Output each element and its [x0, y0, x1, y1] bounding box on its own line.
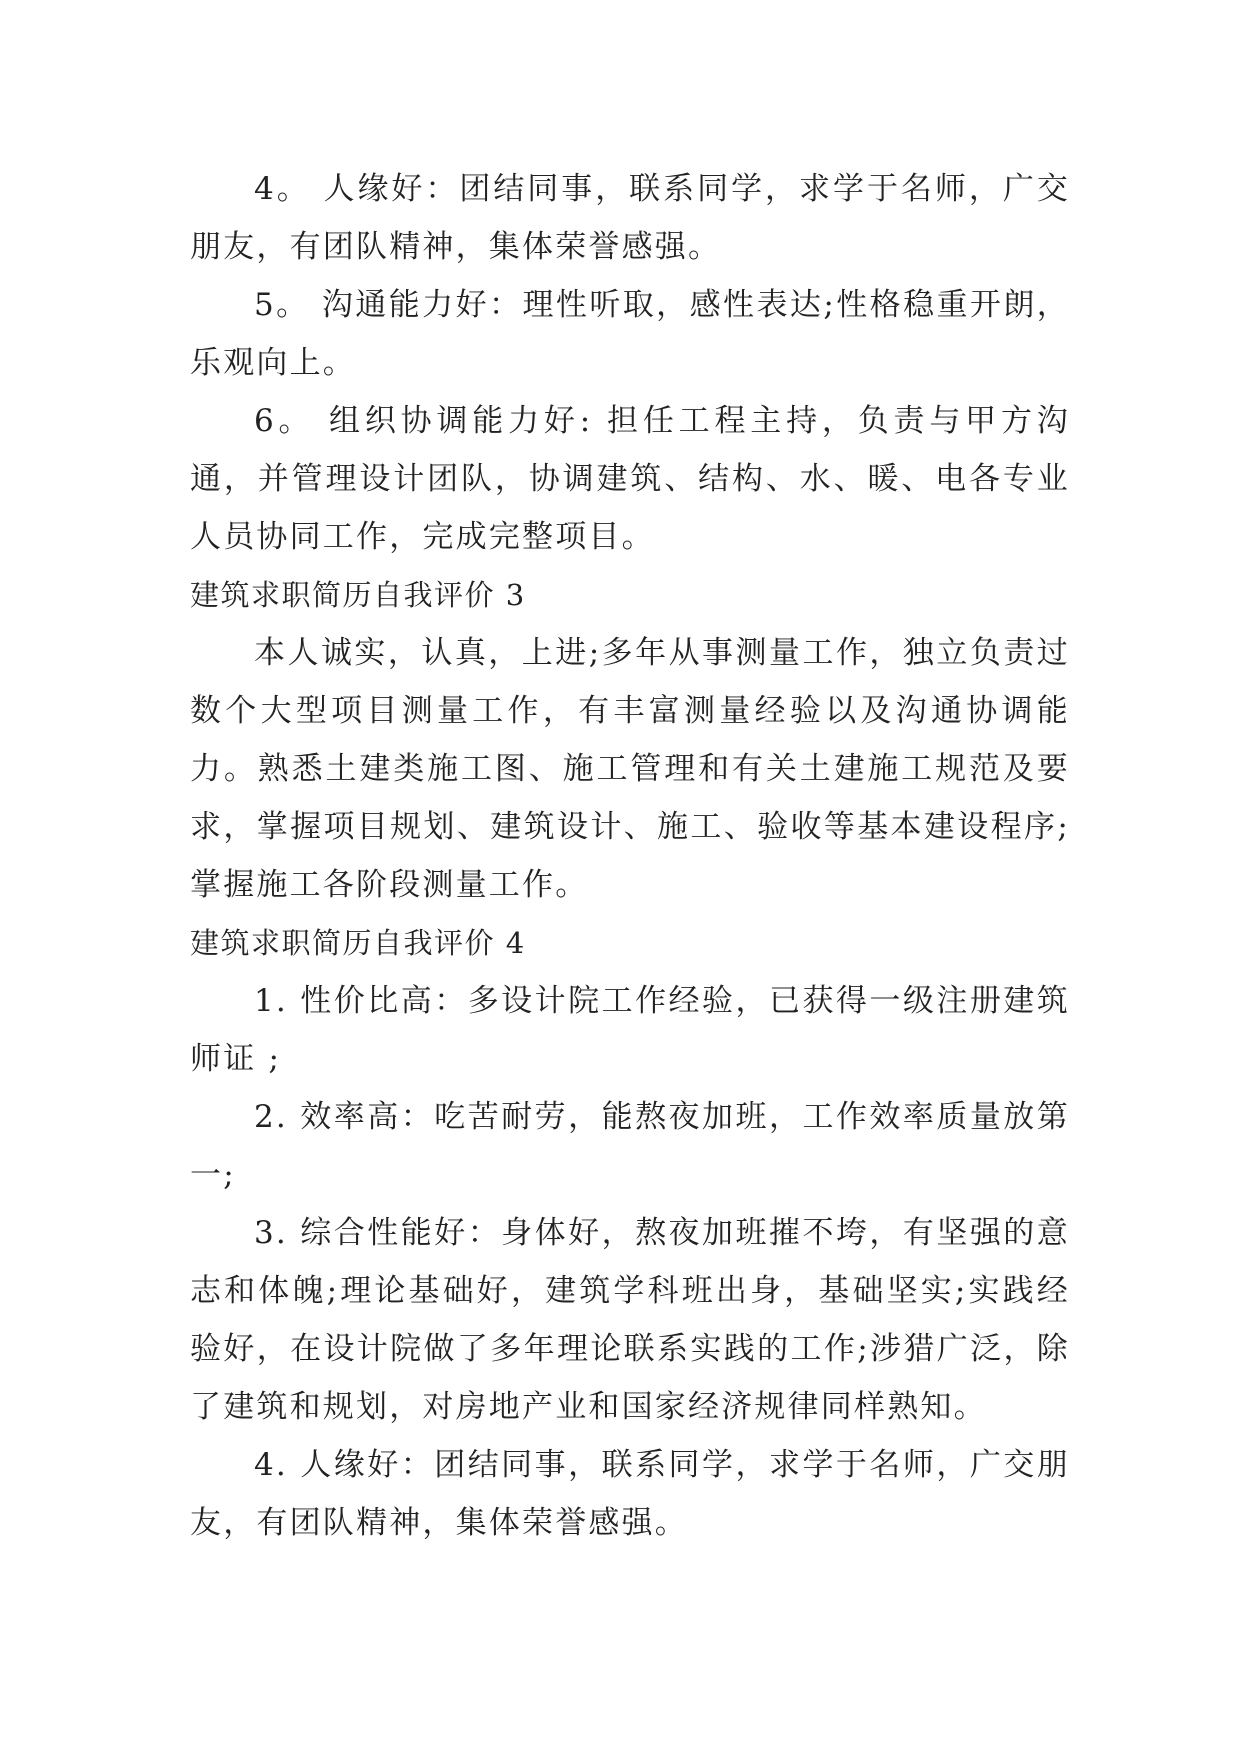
paragraph-item-2-efficiency: 2. 效率高：吃苦耐劳，能熬夜加班，工作效率质量放第一; [190, 1099, 1070, 1193]
document-body [190, 160, 1070, 1552]
paragraph-item-6-coordination: 6。 组织协调能力好: 担任工程主持，负责与甲方沟通，并管理设计团队，协调建筑、结构、水、暖、电各专业人员协同工作，完成完整项目。 [190, 403, 1070, 555]
section-heading-3: 建筑求职简历自我评价 3 [190, 578, 526, 612]
paragraph-item-3-overall: 3. 综合性能好：身体好，熬夜加班摧不垮，有坚强的意志和体魄;理论基础好，建筑学科班出身，基础坚实;实践经验好，在设计院做了多年理论联系实践的工作;涉猎广泛，除了建筑和规划，对房地产业和国家经济规律同样熟知。 [190, 1215, 1070, 1425]
paragraph-self-evaluation-3: 本人诚实，认真，上进;多年从事测量工作，独立负责过数个大型项目测量工作，有丰富测量经验以及沟通协调能力。熟悉土建类施工图、施工管理和有关土建施工规范及要求，掌握项目规划、建筑设计、施工、验收等基本建设程序;掌握施工各阶段测量工作。 [190, 635, 1070, 903]
paragraph-item-4-interpersonal: 4。 人缘好：团结同事，联系同学，求学于名师，广交朋友，有团队精神，集体荣誉感强。 [190, 171, 1070, 265]
paragraph-item-4-interpersonal-repeat: 4. 人缘好：团结同事，联系同学，求学于名师，广交朋友，有团队精神，集体荣誉感强。 [190, 1447, 1070, 1541]
section-heading-4: 建筑求职简历自我评价 4 [190, 926, 526, 960]
paragraph-item-1-value: 1. 性价比高：多设计院工作经验，已获得一级注册建筑师证 ; [190, 983, 1070, 1077]
paragraph-item-5-communication: 5。 沟通能力好：理性听取，感性表达;性格稳重开朗，乐观向上。 [190, 287, 1070, 381]
